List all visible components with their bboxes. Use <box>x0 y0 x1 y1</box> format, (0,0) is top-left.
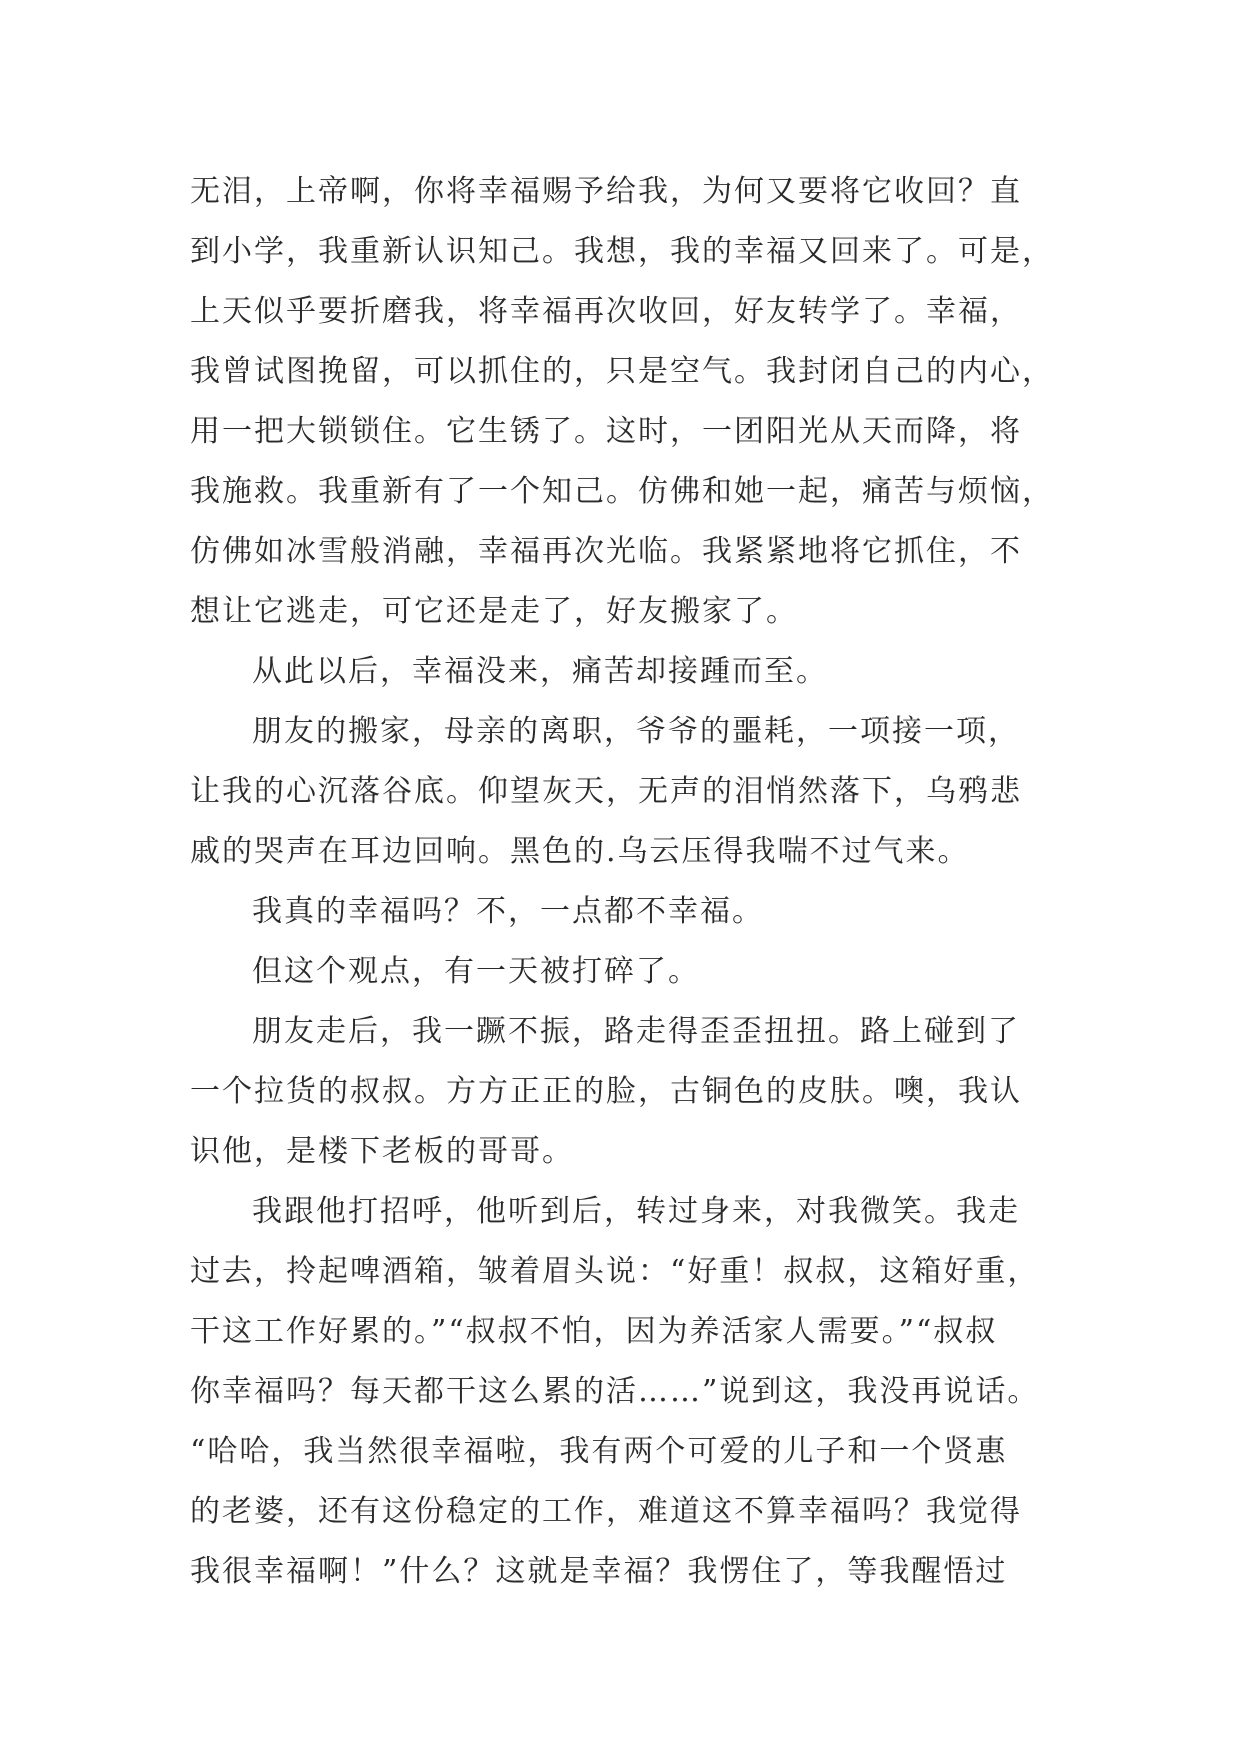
text-line: 我施救。我重新有了一个知己。仿佛和她一起，痛苦与烦恼， <box>190 474 1054 509</box>
text-line: 用一把大锁锁住。它生锈了。这时，一团阳光从天而降，将 <box>190 414 1022 449</box>
text-line: 识他，是楼下老板的哥哥。 <box>190 1134 574 1169</box>
paragraph-start-line: 但这个观点，有一天被打碎了。 <box>252 954 700 989</box>
text-line: “哈哈，我当然很幸福啦，我有两个可爱的儿子和一个贤惠 <box>190 1434 1008 1469</box>
text-line: 我很幸福啊！”什么？这就是幸福？我愣住了，等我醒悟过 <box>190 1554 1008 1589</box>
paragraph-start-line: 朋友的搬家，母亲的离职，爷爷的噩耗，一项接一项， <box>252 714 1020 749</box>
paragraph-start-line: 我真的幸福吗？不，一点都不幸福。 <box>252 894 764 929</box>
text-line: 无泪，上帝啊，你将幸福赐予给我，为何又要将它收回？直 <box>190 174 1022 209</box>
text-line: 我曾试图挽留，可以抓住的，只是空气。我封闭自己的内心， <box>190 354 1054 389</box>
text-line: 让我的心沉落谷底。仰望灰天，无声的泪悄然落下，乌鸦悲 <box>190 774 1022 809</box>
text-line: 的老婆，还有这份稳定的工作，难道这不算幸福吗？我觉得 <box>190 1494 1022 1529</box>
text-line: 到小学，我重新认识知己。我想，我的幸福又回来了。可是， <box>190 234 1054 269</box>
text-line: 你幸福吗？每天都干这么累的活……”说到这，我没再说话。 <box>190 1374 1040 1409</box>
text-line: 上天似乎要折磨我，将幸福再次收回，好友转学了。幸福， <box>190 294 1022 329</box>
text-line: 过去，拎起啤酒箱，皱着眉头说：“好重！叔叔，这箱好重， <box>190 1254 1040 1289</box>
text-line: 一个拉货的叔叔。方方正正的脸，古铜色的皮肤。噢，我认 <box>190 1074 1022 1109</box>
paragraph-start-line: 朋友走后，我一蹶不振，路走得歪歪扭扭。路上碰到了 <box>252 1014 1020 1049</box>
text-line: 戚的哭声在耳边回响。黑色的.乌云压得我喘不过气来。 <box>190 834 970 869</box>
paragraph-start-line: 从此以后，幸福没来，痛苦却接踵而至。 <box>252 654 828 689</box>
text-line: 仿佛如冰雪般消融，幸福再次光临。我紧紧地将它抓住，不 <box>190 534 1022 569</box>
text-line: 想让它逃走，可它还是走了，好友搬家了。 <box>190 594 798 629</box>
paragraph-start-line: 我跟他打招呼，他听到后，转过身来，对我微笑。我走 <box>252 1194 1020 1229</box>
document-body <box>190 162 1070 1602</box>
text-line: 干这工作好累的。”“叔叔不怕，因为养活家人需要。”“叔叔 <box>190 1314 998 1349</box>
